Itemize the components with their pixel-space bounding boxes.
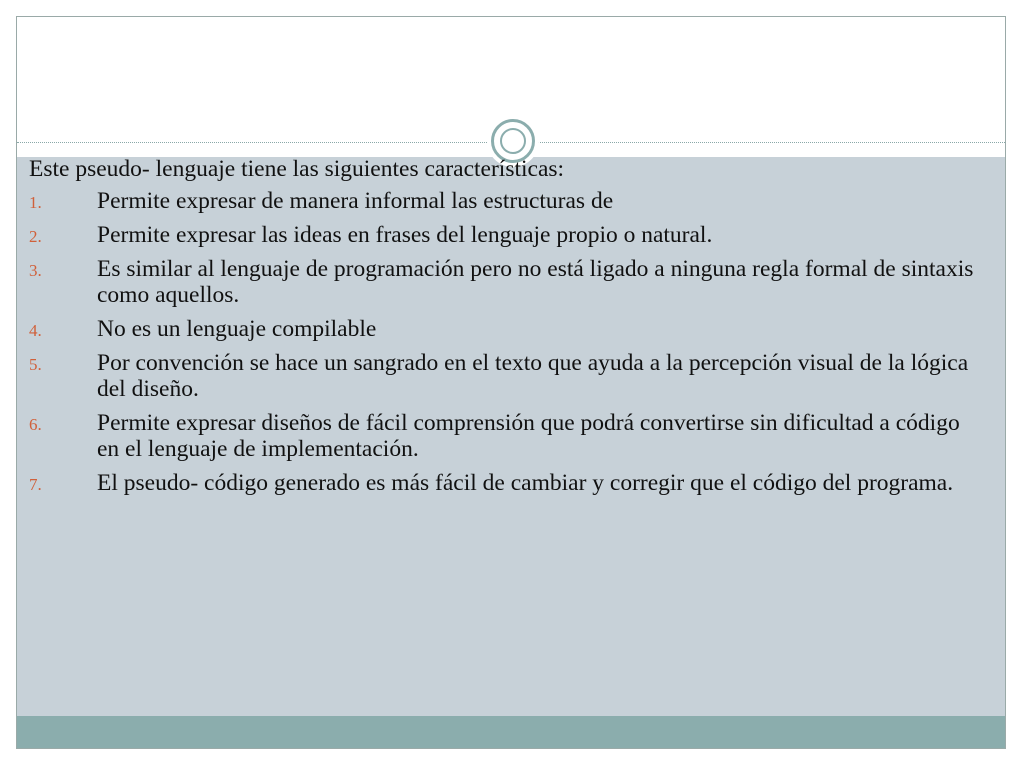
item-number: 4.: [29, 321, 42, 340]
list-item: [29, 188, 974, 214]
ornament-inner-ring: [500, 128, 526, 154]
list-item: [29, 470, 974, 496]
item-number: 1.: [29, 193, 42, 212]
item-number: 3.: [29, 261, 42, 280]
item-text: Permite expresar de manera informal las estructuras de: [97, 188, 614, 214]
slide-body: [29, 156, 974, 504]
characteristics-list: [29, 188, 974, 496]
footer-band: [17, 716, 1005, 749]
list-item: [29, 256, 974, 308]
item-text: El pseudo- código generado es más fácil de cambiar y corregir que el código del programa.: [97, 470, 954, 496]
list-item: [29, 222, 974, 248]
list-item: [29, 316, 974, 342]
item-number: 6.: [29, 415, 42, 434]
item-text: Es similar al lenguaje de programación pero no está ligado a ninguna regla formal de sintaxis como aquellos.: [97, 256, 974, 308]
intro-text: Este pseudo- lenguaje tiene las siguientes características:: [29, 156, 565, 182]
item-text: No es un lenguaje compilable: [97, 316, 377, 342]
item-number: 2.: [29, 227, 42, 246]
item-text: Permite expresar las ideas en frases del lenguaje propio o natural.: [97, 222, 713, 248]
item-text: Permite expresar diseños de fácil comprensión que podrá convertirse sin dificultad a código en el lenguaje de implementación.: [97, 410, 960, 462]
item-number: 5.: [29, 355, 42, 374]
list-item: [29, 410, 974, 462]
item-number: 7.: [29, 475, 42, 494]
item-text: Por convención se hace un sangrado en el texto que ayuda a la percepción visual de la lógica del diseño.: [97, 350, 969, 402]
list-item: [29, 350, 974, 402]
